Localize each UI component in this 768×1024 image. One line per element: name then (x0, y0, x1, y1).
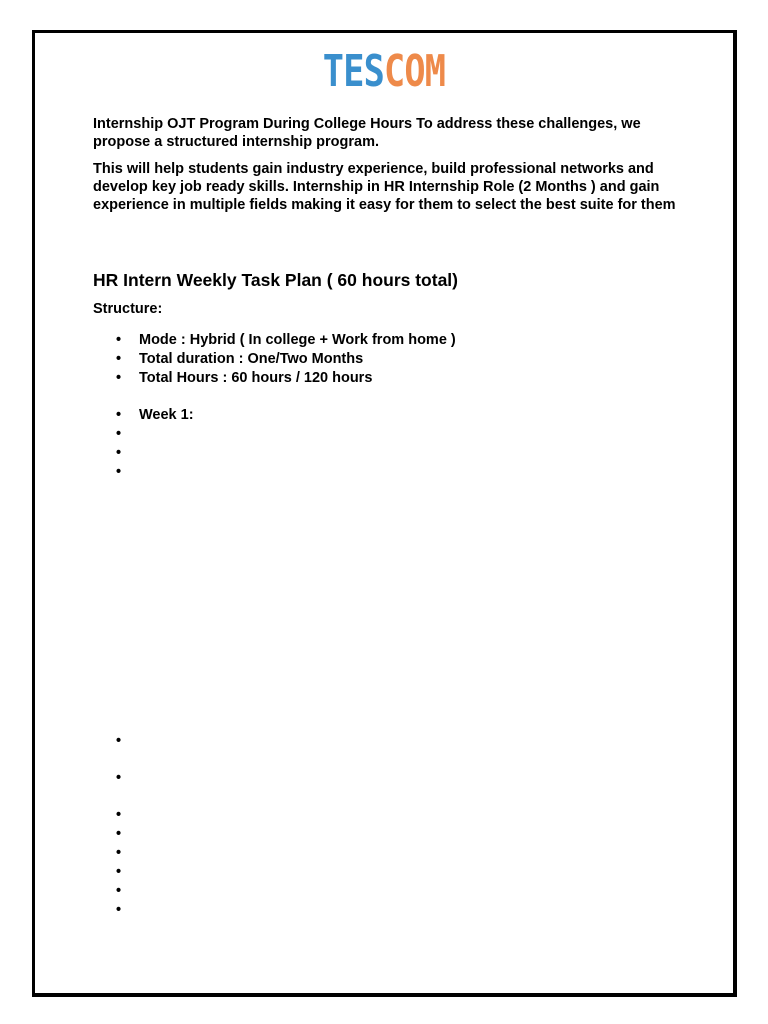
intro-paragraph-2: This will help students gain industry experience, build professional networks and develop key job ready skills. Internship in HR Internship Role (2 Months ) and gain experience in multiple fields making it easy for them to select the best suite for them (93, 161, 676, 213)
empty-list-item (116, 444, 139, 462)
bullet-icon: • (116, 770, 122, 786)
plan-heading: HR Intern Weekly Task Plan ( 60 hours total) (93, 270, 458, 290)
bullet-icon: • (116, 902, 122, 918)
empty-list-item (116, 844, 139, 862)
bullet-icon: • (116, 445, 122, 461)
list-item (116, 331, 456, 349)
bullet-icon: • (116, 883, 122, 899)
structure-label: Structure: (93, 301, 163, 317)
bullet-icon: • (116, 407, 122, 423)
empty-list-item (116, 463, 139, 481)
empty-list-item (116, 863, 139, 881)
intro-paragraph-1: Internship OJT Program During College Hours To address these challenges, we propose a structured internship program. (93, 116, 641, 150)
bullet-icon: • (116, 864, 122, 880)
bullet-icon: • (116, 332, 122, 348)
empty-list-item (116, 882, 139, 900)
logo-part-2: COM (384, 46, 446, 97)
bullet-icon: • (116, 426, 122, 442)
bullet-icon: • (116, 845, 122, 861)
list-item (116, 406, 194, 424)
empty-list-item (116, 901, 139, 919)
structure-hours: Total Hours : 60 hours / 120 hours (139, 370, 373, 386)
empty-list-item (116, 825, 139, 843)
bullet-icon: • (116, 826, 122, 842)
bullet-icon: • (116, 733, 122, 749)
bullet-icon: • (116, 807, 122, 823)
bullet-icon: • (116, 351, 122, 367)
logo-part-1: TES (322, 46, 384, 97)
tescom-logo (77, 46, 691, 97)
list-item (116, 369, 372, 387)
week-1-label: Week 1: (139, 407, 194, 423)
bullet-icon: • (116, 370, 122, 386)
structure-mode: Mode : Hybrid ( In college + Work from home ) (139, 332, 456, 348)
bullet-icon: • (116, 464, 122, 480)
empty-list-item (116, 769, 139, 787)
empty-list-item (116, 425, 139, 443)
empty-list-item (116, 806, 139, 824)
structure-duration: Total duration : One/Two Months (139, 351, 364, 367)
list-item (116, 350, 363, 368)
empty-list-item (116, 732, 139, 750)
